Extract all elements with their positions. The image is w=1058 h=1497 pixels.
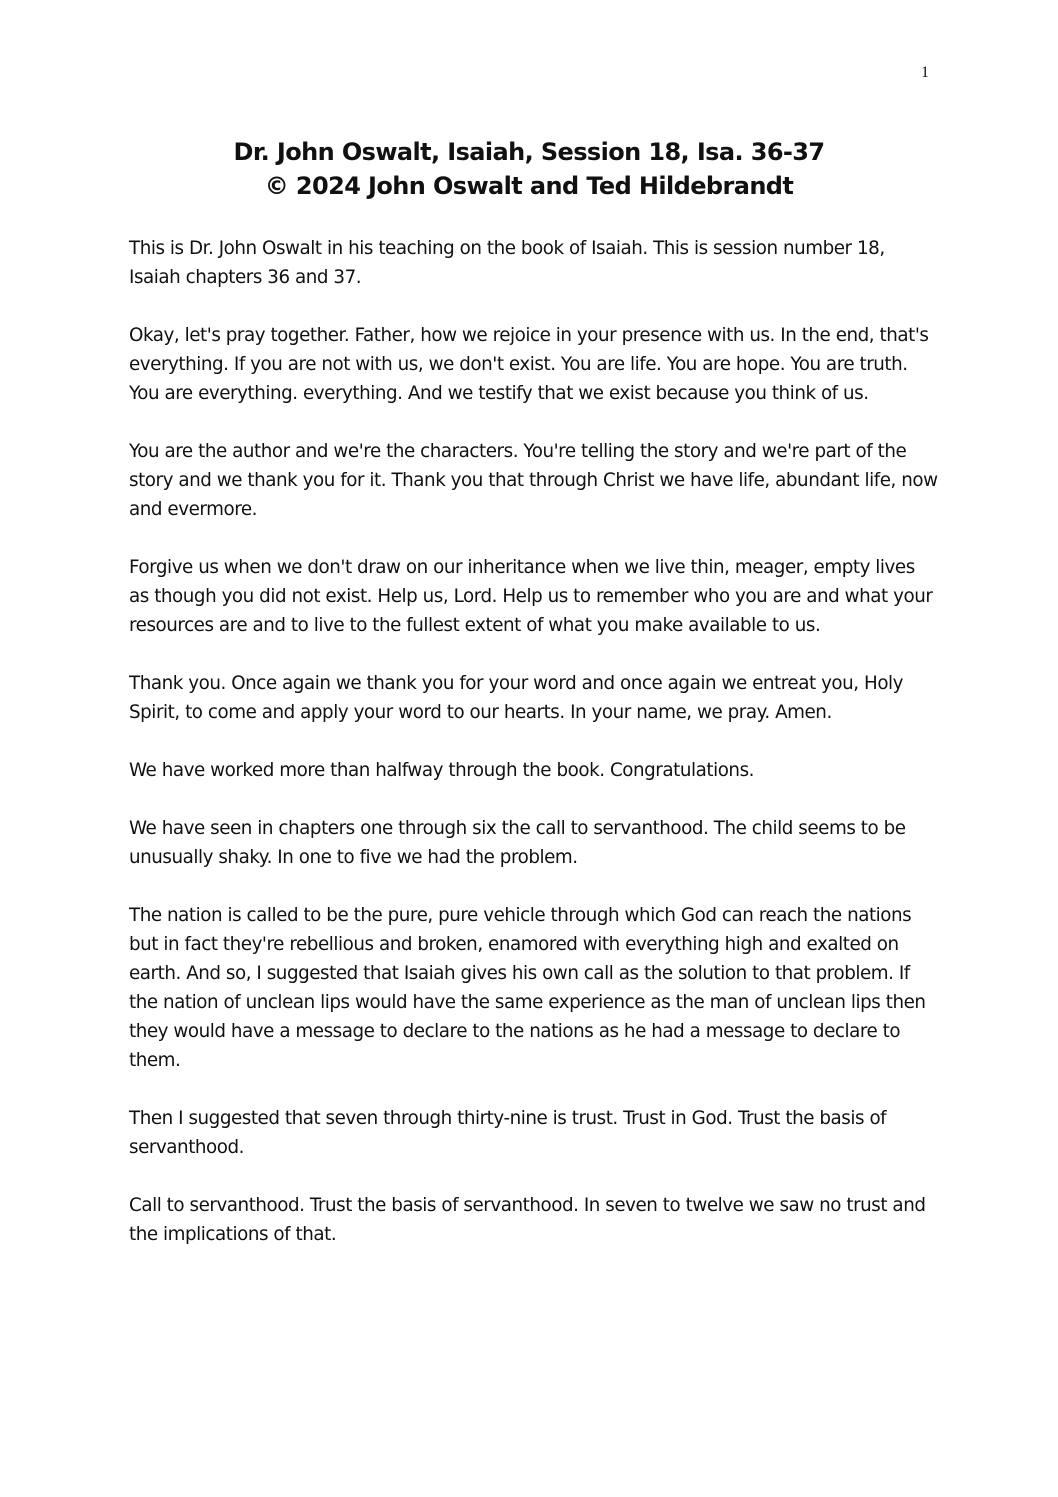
document-title: [0, 135, 1058, 203]
paragraph: We have worked more than halfway through the book. Congratulations.: [129, 760, 755, 781]
paragraph: We have seen in chapters one through six the call to servanthood. The child seems to be unusually shaky. In one to five we had the problem.: [129, 818, 906, 868]
document-body: [129, 234, 939, 1278]
title-line-2: © 2024 John Oswalt and Ted Hildebrandt: [264, 172, 794, 200]
paragraph: Okay, let's pray together. Father, how we rejoice in your presence with us. In the end, that's everything. If you are not with us, we don't exist. You are life. You are hope. You are truth. You are everything. everything. And we testify that we exist because you think of us.: [129, 325, 929, 404]
paragraph: This is Dr. John Oswalt in his teaching on the book of Isaiah. This is session number 18, Isaiah chapters 36 and 37.: [129, 238, 885, 288]
paragraph: Thank you. Once again we thank you for your word and once again we entreat you, Holy Spirit, to come and apply your word to our hearts. In your name, we pray. Amen.: [129, 673, 904, 723]
paragraph: Forgive us when we don't draw on our inheritance when we live thin, meager, empty lives as though you did not exist. Help us, Lord. Help us to remember who you are and what your resources are and to live to the fullest extent of what you make available to us.: [129, 557, 933, 636]
title-line-1: Dr. John Oswalt, Isaiah, Session 18, Isa. 36-37: [233, 138, 825, 166]
paragraph: You are the author and we're the characters. You're telling the story and we're part of the story and we thank you for it. Thank you that through Christ we have life, abundant life, now and evermore.: [129, 441, 938, 520]
paragraph: The nation is called to be the pure, pure vehicle through which God can reach the nations but in fact they're rebellious and broken, enamored with everything high and exalted on earth. And so, I suggested that Isaiah gives his own call as the solution to that problem. If the nation of unclean lips would have the same experience as the man of unclean lips then they would have a message to declare to the nations as he had a message to declare to them.: [129, 905, 926, 1071]
paragraph: Then I suggested that seven through thirty-nine is trust. Trust in God. Trust the basis of servanthood.: [129, 1108, 887, 1158]
paragraph: Call to servanthood. Trust the basis of servanthood. In seven to twelve we saw no trust and the implications of that.: [129, 1195, 926, 1245]
page-number: 1: [921, 64, 929, 81]
